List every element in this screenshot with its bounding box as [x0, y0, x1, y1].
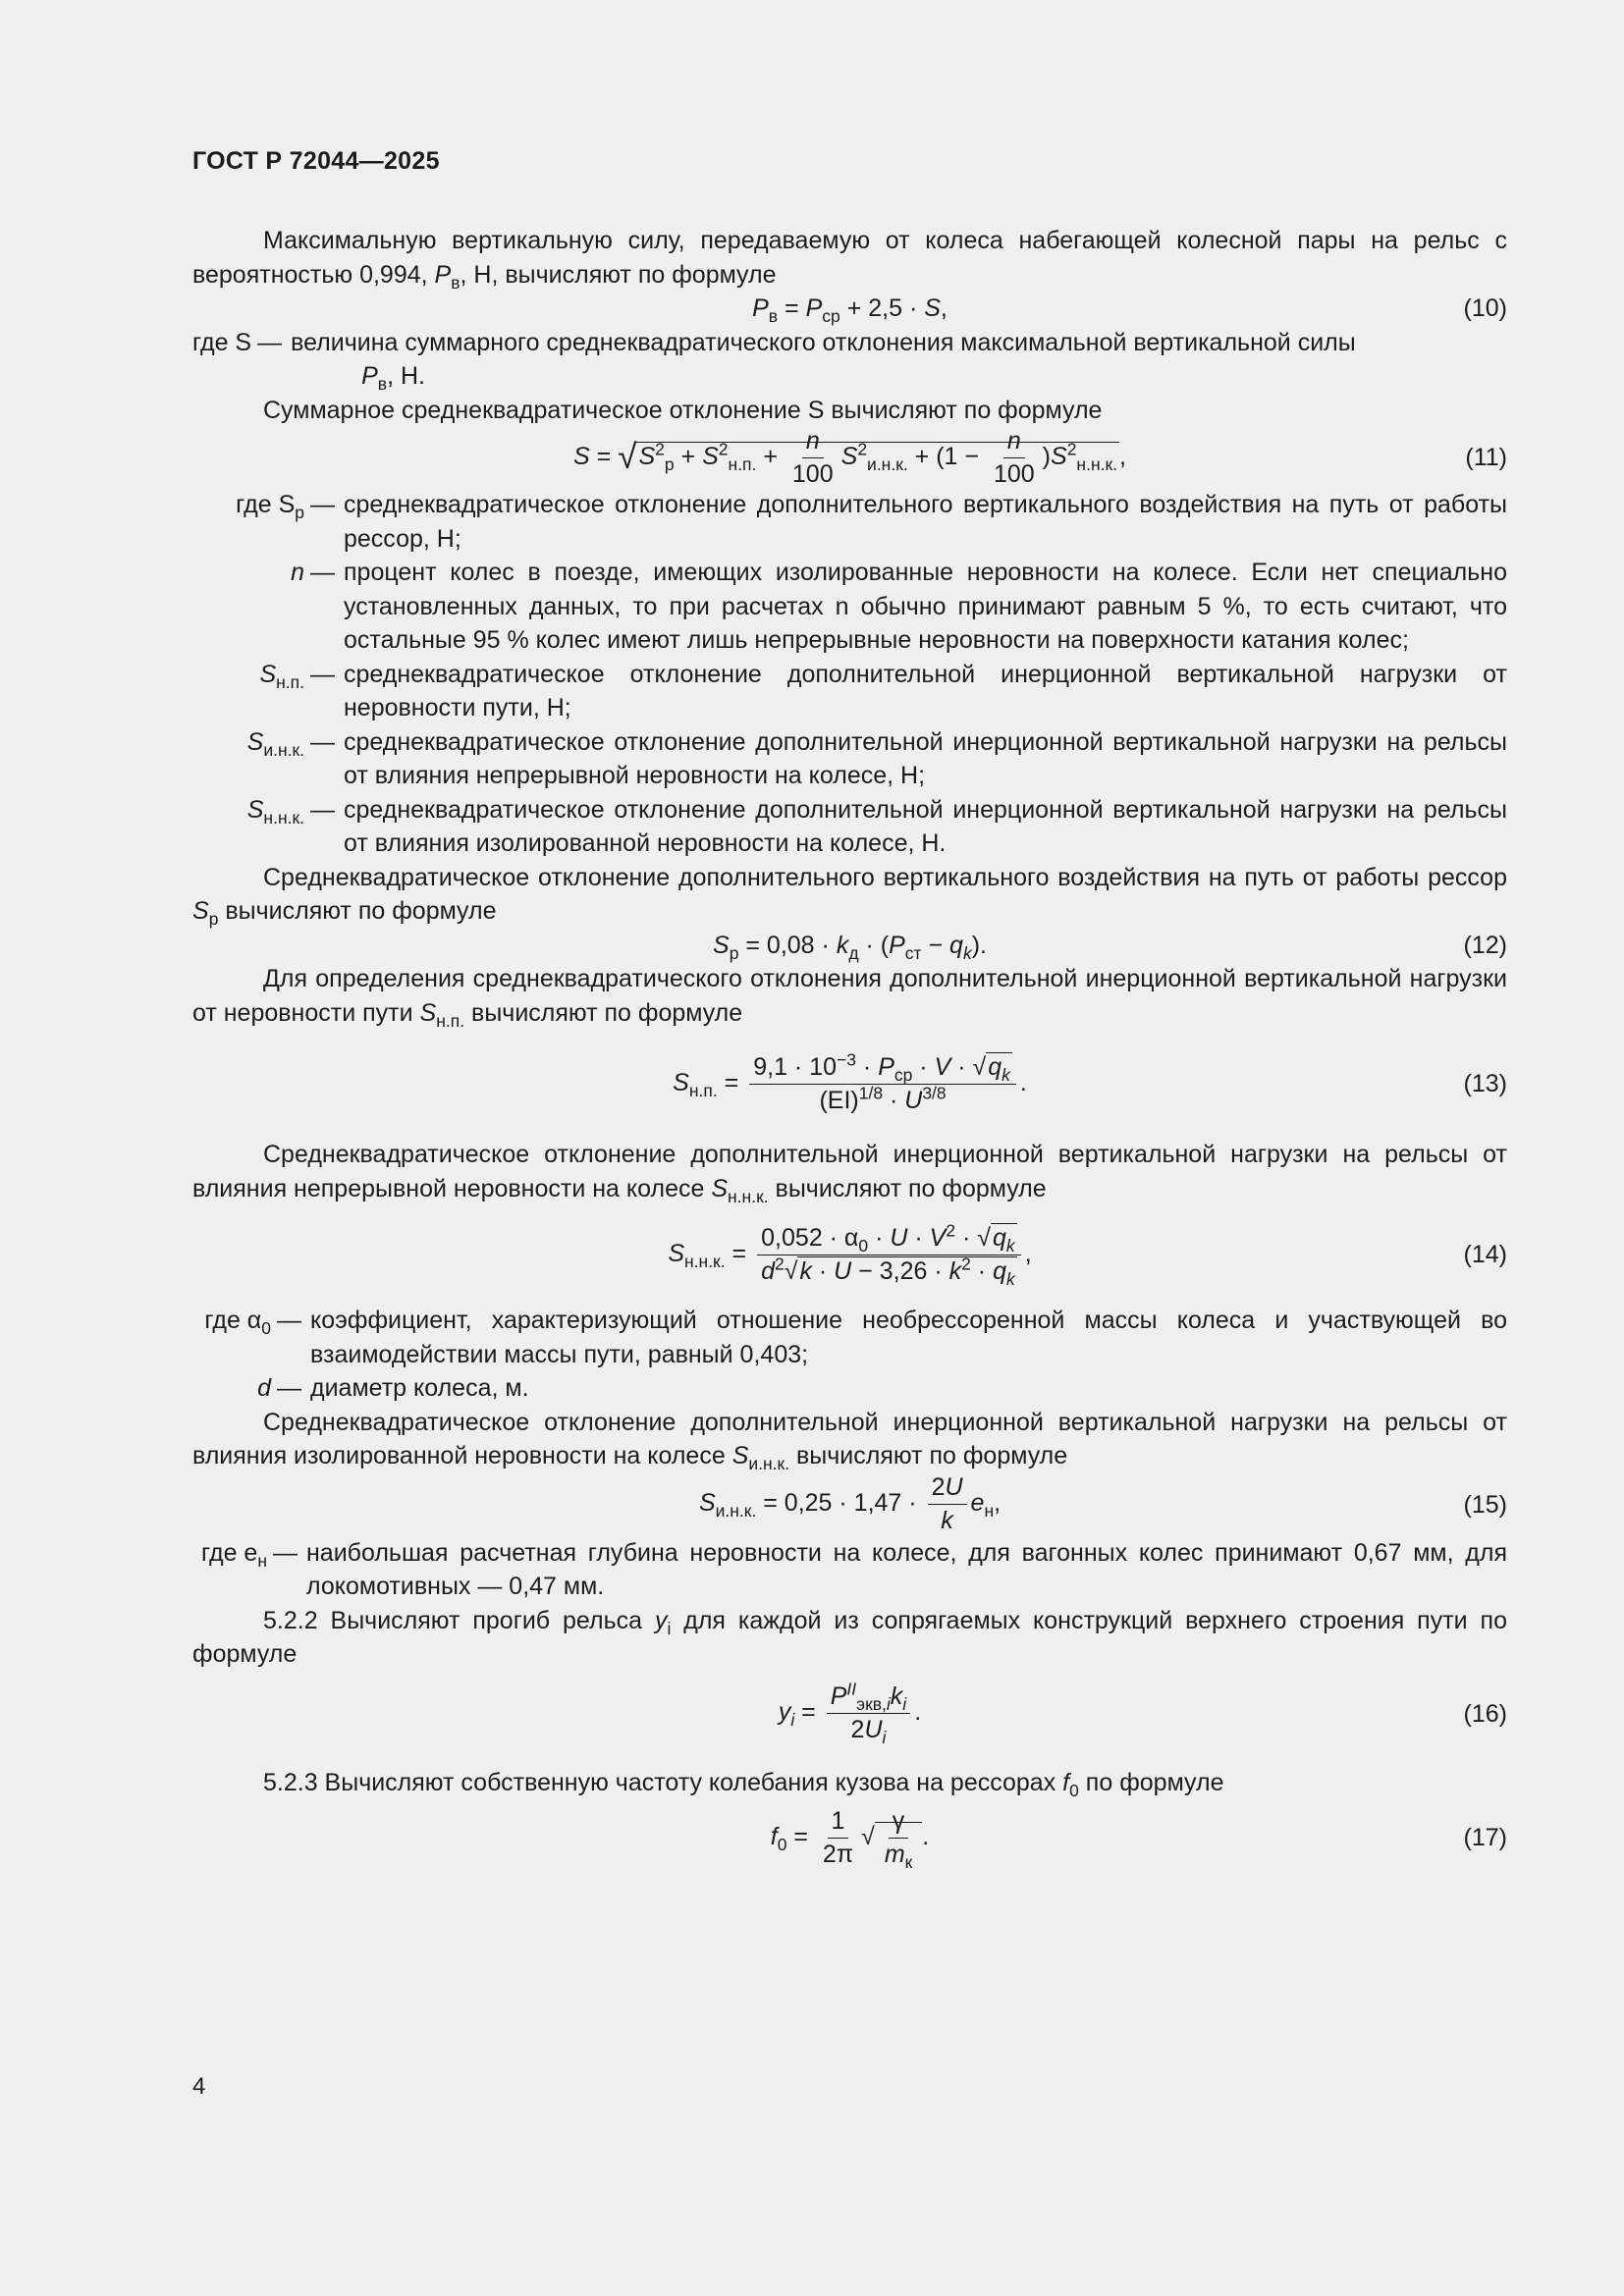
document-header: ГОСТ Р 72044—2025 [192, 147, 440, 175]
formula-10: $P_в = P_{ср} + 2,5 \cdot S$, (10) [192, 292, 1507, 326]
definition-item: где $\alpha_0$ — коэффициент, характеризующий отношение необрессоренной массы колеса и участвующей во взаимодействии массы пути, равный 0,403; [204, 1307, 1507, 1368]
paragraph: 5.2.2 Вычисляют прогиб рельса $y_i$ для каждой из сопрягаемых конструкций верхнего строения пути по формуле [192, 1606, 1507, 1668]
formula-15: $S_{и.н.к.} = 0,25 \cdot 1,47$ · $\frac{2U}{k}$ $e_н$, (15) [698, 1473, 1507, 1534]
paragraph: Суммарное среднеквадратическое отклонение S вычисляют по формуле [263, 396, 1103, 424]
document-body [192, 224, 1507, 1876]
formula-number: (14) [1463, 1240, 1507, 1268]
paragraph: 5.2.3 Вычисляют собственную частоту колебания кузова на рессорах $f_0$ по формуле [263, 1768, 1224, 1800]
paragraph: Среднеквадратическое отклонение дополнительного вертикального воздействия на путь от работы рессор $S_р$ вычисляют по формуле [192, 863, 1507, 930]
formula-12: $S_р = 0,08 \cdot k_д \cdot (P_{ст} - q_k)$. (12) [192, 929, 1507, 963]
definition-item: n — процент колес в поезде, имеющих изолированные неровности на колесе. Если нет специально установленных данных, то при расчетах n обычно принимают равным 5 %, то есть считают, что остальные 95 % колес имеют лишь непрерывные неровности на поверхности катания колес; [291, 559, 1507, 654]
formula-number: (12) [1463, 931, 1507, 959]
formula-17: $f_0$ = $\frac{1}{2\pi}$ √ $\frac{\gamma}{m_к}$ . (17) [770, 1806, 1507, 1872]
formula-number: (17) [1463, 1823, 1507, 1851]
paragraph: Среднеквадратическое отклонение дополнительной инерционной вертикальной нагрузки на рельсы от влияния непрерывной неровности на колесе $S_{н.н.к.}$ вычисляют по формуле [192, 1141, 1507, 1206]
formula-14: $S_{н.н.к.}$ = $\frac{0,052 \cdot \alpha_0 \cdot U \cdot V^2 \cdot √q_k}{d^2√k \cdot U - 3,26 \cdot k^2 \cdot q_k}$ , (14) [668, 1220, 1507, 1289]
page-number: 4 [192, 2073, 206, 2100]
formula-11: $S = √S^2_р + S^2_{н.п.}$ + $\frac{n}{100}$ $S^2_{и.н.к.} + (1$ − $\frac{n}{100}$ )$S^2_{н.н.к.}$, (11) [573, 426, 1507, 488]
definition-item: $S_{и.н.к.}$ — среднеквадратическое отклонение дополнительной инерционной вертикальной нагрузки на рельсы от влияния непрерывной неровности на колесе, Н; [246, 727, 1507, 789]
definition-item: $S_{н.п.}$ — среднеквадратическое отклонение дополнительной инерционной вертикальной нагрузки от неровности пути, Н; [259, 660, 1507, 721]
paragraph: Среднеквадратическое отклонение дополнительной инерционной вертикальной нагрузки на рельсы от влияния изолированной неровности на колесе $S_{и.н.к.}$ вычисляют по формуле [192, 1408, 1507, 1474]
formula-number: (11) [1465, 443, 1507, 471]
definition-item: d — диаметр колеса, м. [257, 1374, 529, 1402]
definition-item: где $S_р$ — среднеквадратическое отклонение дополнительного вертикального воздействия на путь от работы рессор, Н; [236, 491, 1507, 553]
paragraph: Для определения среднеквадратического отклонения дополнительной инерционной вертикальной нагрузки от неровности пути $S_{н.п.}$ вычисляют по формуле [192, 965, 1507, 1031]
formula-number: (16) [1463, 1699, 1507, 1728]
definition-item: где S — величина суммарного среднеквадратического отклонения максимальной вертикальной силы $P_в$, Н. [192, 328, 1356, 395]
formula-16: $y_i$ = $\frac{P^{II}_{экв,i}k_i}{2U_i}$ . (16) [778, 1679, 1507, 1748]
paragraph: Максимальную вертикальную силу, передаваемую от колеса набегающей колесной пары на рельс с вероятностью 0,994, $P_в$, Н, вычисляют по формуле [192, 227, 1507, 293]
formula-number: (15) [1463, 1490, 1507, 1519]
formula-number: (13) [1463, 1069, 1507, 1097]
formula-13: $S_{н.п.}$ = $\frac{9,1 \cdot 10^{-3} \cdot P_{ср} \cdot V \cdot √q_k}{(EI)^{1/8} \cdot U^{3/8}}$ . (13) [673, 1049, 1507, 1114]
definition-item: где $e_н$ — наибольшая расчетная глубина неровности на колесе, для вагонных колес принимают 0,67 мм, для локомотивных — 0,47 мм. [200, 1538, 1507, 1600]
formula-number: (10) [1463, 294, 1507, 322]
definition-item: $S_{н.н.к.}$ — среднеквадратическое отклонение дополнительной инерционной вертикальной нагрузки на рельсы от влияния изолированной неровности на колесе, Н. [246, 795, 1507, 857]
